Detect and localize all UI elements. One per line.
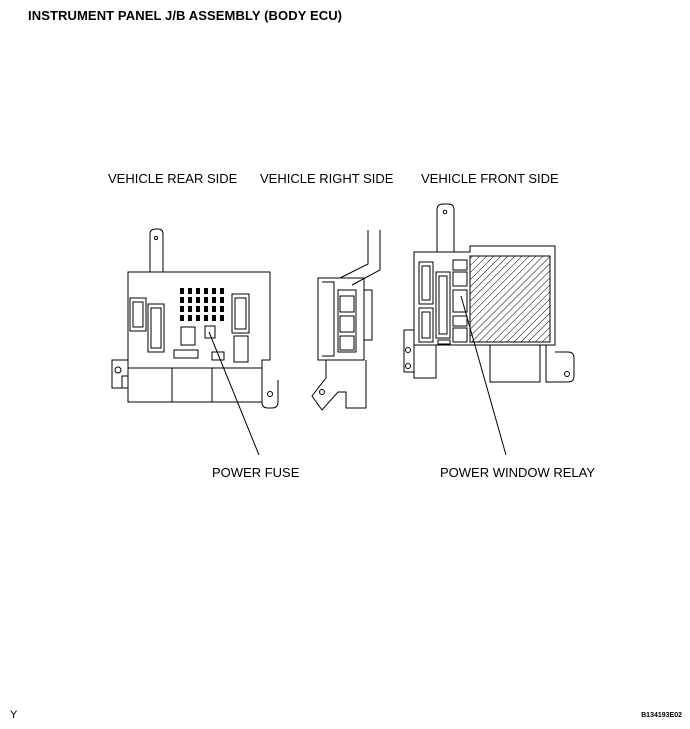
power-window-relay-hatched-area	[470, 256, 550, 342]
view-label-rear: VEHICLE REAR SIDE	[108, 171, 238, 186]
view-label-right: VEHICLE RIGHT SIDE	[260, 171, 394, 186]
page-title: INSTRUMENT PANEL J/B ASSEMBLY (BODY ECU)	[28, 8, 343, 23]
right-side-view	[312, 230, 380, 410]
view-label-front: VEHICLE FRONT SIDE	[421, 171, 559, 186]
callout-power-window-relay: POWER WINDOW RELAY	[440, 465, 596, 480]
rear-side-fuse-grid	[180, 288, 224, 321]
rear-side-view	[112, 229, 278, 408]
figure-code: B134193E02	[641, 712, 682, 719]
footer-letter: Y	[10, 709, 18, 721]
callout-power-fuse: POWER FUSE	[212, 465, 300, 480]
